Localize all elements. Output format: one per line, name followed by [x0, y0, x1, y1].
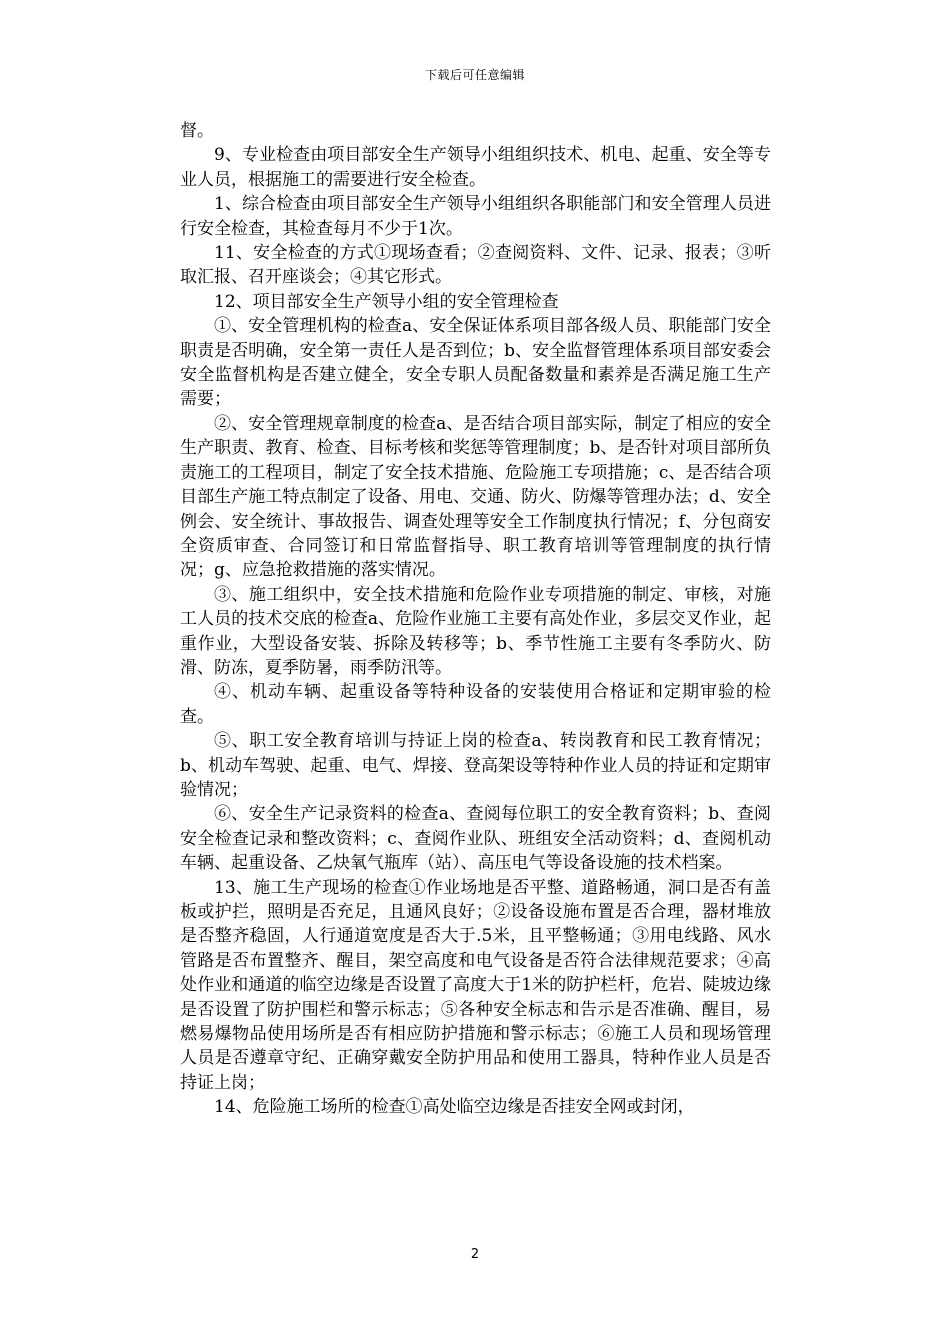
paragraph: 14、危险施工场所的检查①高处临空边缘是否挂安全网或封闭， [214, 1097, 695, 1118]
paragraph: 督。 [180, 121, 214, 141]
paragraph: 12、项目部安全生产领导小组的安全管理检查 [214, 291, 559, 312]
paragraph: 11、安全检查的方式①现场查看；②查阅资料、文件、记录、报表；③听取汇报、召开座谈会；④其它形式。 [180, 243, 771, 288]
paragraph: ⑥、安全生产记录资料的检查a、查阅每位职工的安全教育资料；b、查阅安全检查记录和整改资料；c、查阅作业队、班组安全活动资料；d、查阅机动车辆、起重设备、乙炔氧气瓶库（站）、高压电气等设备设施的技术档案。 [180, 804, 771, 874]
page-header: 下载后可任意编辑 [424, 68, 525, 82]
paragraph: ②、安全管理规章制度的检查a、是否结合项目部实际，制定了相应的安全生产职责、教育、检查、目标考核和奖惩等管理制度；b、是否针对项目部所负责施工的工程项目，制定了安全技术措施、危险施工专项措施；c、是否结合项目部生产施工特点制定了设备、用电、交通、防火、防爆等管理办法；d、安全例会、安全统计、事故报告、调查处理等安全工作制度执行情况；f、分包商安全资质审查、合同签订和日常监督指导、职工教育培训等管理制度的执行情况；g、应急抢救措施的落实情况。 [180, 413, 771, 581]
paragraph: 13、施工生产现场的检查①作业场地是否平整、道路畅通，洞口是否有盖板或护拦，照明是否充足，且通风良好；②设备设施布置是否合理，器材堆放是否整齐稳固，人行通道宽度是否大于.5米，且平整畅通；③用电线路、风水管路是否布置整齐、醒目，架空高度和电气设备是否符合法律规范要求；④高处作业和通道的临空边缘是否设置了高度大于1米的防护栏杆，危岩、陡坡边缘是否设置了防护围栏和警示标志；⑤各种安全标志和告示是否准确、醒目，易燃易爆物品使用场所是否有相应防护措施和警示标志；⑥施工人员和现场管理人员是否遵章守纪、正确穿戴安全防护用品和使用工器具，特种作业人员是否持证上岗； [180, 877, 771, 1093]
paragraph: 1、综合检查由项目部安全生产领导小组组织各职能部门和安全管理人员进行安全检查，其检查每月不少于1次。 [180, 194, 771, 239]
paragraph: ④、机动车辆、起重设备等特种设备的安装使用合格证和定期审验的检查。 [180, 682, 771, 727]
paragraph: ③、施工组织中，安全技术措施和危险作业专项措施的制定、审核，对施工人员的技术交底的检查a、危险作业施工主要有高处作业，多层交叉作业，起重作业，大型设备安装、拆除及转移等；b、季节性施工主要有冬季防火、防滑、防冻，夏季防暑，雨季防汛等。 [180, 584, 771, 678]
paragraph: 9、专业检查由项目部安全生产领导小组组织技术、机电、起重、安全等专业人员，根据施工的需要进行安全检查。 [180, 145, 771, 190]
paragraph: ⑤、职工安全教育培训与持证上岗的检查a、转岗教育和民工教育情况；b、机动车驾驶、起重、电气、焊接、登高架设等特种作业人员的持证和定期审验情况； [180, 731, 771, 800]
paragraph: ①、安全管理机构的检查a、安全保证体系项目部各级人员、职能部门安全职责是否明确，安全第一责任人是否到位；b、安全监督管理体系项目部安委会安全监督机构是否建立健全，安全专职人员配备数量和素养是否满足施工生产需要； [180, 316, 771, 410]
page-number: 2 [470, 1247, 480, 1262]
document-body [180, 119, 771, 1120]
